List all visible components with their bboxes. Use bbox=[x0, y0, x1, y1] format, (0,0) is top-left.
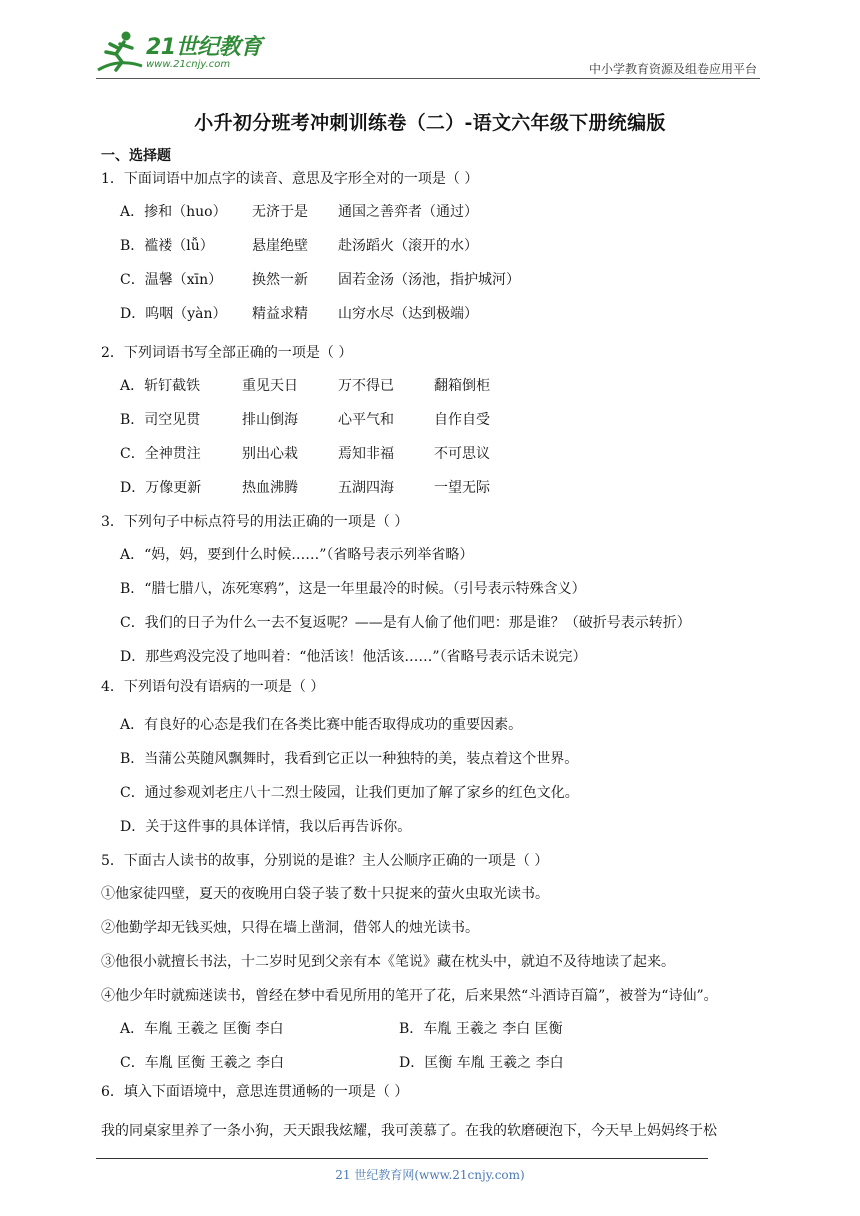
q2-d-3: 五湖四海 bbox=[338, 480, 394, 496]
q5-story-1: ①他家徒四壁，夏天的夜晚用白袋子装了数十只捉来的萤火虫取光读书。 bbox=[101, 886, 549, 902]
logo-url: www.21cnjy.com bbox=[146, 59, 231, 70]
q3-option-b: B．“腊七腊八，冻死寒鸦”，这是一年里最冷的时候。（引号表示特殊含义） bbox=[120, 581, 586, 597]
footer-divider bbox=[96, 1158, 708, 1159]
q1-a-col2: 无济于是 bbox=[252, 204, 308, 220]
q4-option-a: A．有良好的心态是我们在各类比赛中能否取得成功的重要因素。 bbox=[120, 717, 523, 733]
q2-d-2: 热血沸腾 bbox=[242, 480, 298, 496]
q2-c-3: 焉知非福 bbox=[338, 446, 394, 462]
question-5-stem: 5．下面古人读书的故事，分别说的是谁？主人公顺序正确的一项是（ ） bbox=[101, 853, 549, 869]
platform-name: 中小学教育资源及组卷应用平台 bbox=[588, 62, 757, 76]
q2-option-b bbox=[120, 411, 490, 429]
question-6-stem: 6．填入下面语境中，意思连贯通畅的一项是（ ） bbox=[101, 1084, 409, 1100]
q2-a-4: 翻箱倒柜 bbox=[434, 378, 490, 394]
q1-c-col3: 固若金汤（汤池，指护城河） bbox=[338, 272, 520, 288]
q1-option-c bbox=[120, 271, 520, 289]
q2-b-4: 自作自受 bbox=[434, 412, 490, 428]
q2-b-1: B．司空见贯 bbox=[120, 412, 201, 428]
q1-a-col1: A．掺和（huo） bbox=[120, 204, 227, 220]
q2-option-d bbox=[120, 479, 490, 497]
q5-option-c: C．车胤 匡衡 王羲之 李白 bbox=[120, 1055, 285, 1071]
q4-option-d: D．关于这件事的具体详情，我以后再告诉你。 bbox=[120, 819, 412, 835]
q5-story-4: ④他少年时就痴迷读书，曾经在梦中看见所用的笔开了花，后来果然“斗酒诗百篇”，被誉为“诗仙”。 bbox=[101, 988, 718, 1004]
q1-option-a bbox=[120, 203, 478, 221]
q4-option-c: C．通过参观刘老庄八十二烈士陵园，让我们更加了解了家乡的红色文化。 bbox=[120, 785, 579, 801]
q1-b-col2: 悬崖绝壁 bbox=[252, 238, 308, 254]
q2-a-2: 重见天日 bbox=[242, 378, 298, 394]
q4-option-b: B．当蒲公英随风飘舞时，我看到它正以一种独特的美，装点着这个世界。 bbox=[120, 751, 579, 767]
q1-b-col3: 赴汤蹈火（滚开的水） bbox=[338, 238, 478, 254]
q1-option-d bbox=[120, 305, 478, 323]
q6-passage: 我的同桌家里养了一条小狗，天天跟我炫耀，我可羡慕了。在我的软磨硬泡下，今天早上妈妈终于松 bbox=[101, 1123, 717, 1139]
site-logo bbox=[96, 30, 266, 78]
q5-option-d: D．匡衡 车胤 王羲之 李白 bbox=[399, 1055, 564, 1071]
q2-a-1: A．斩钉截铁 bbox=[120, 378, 201, 394]
page-title: 小升初分班考冲刺训练卷（二）-语文六年级下册统编版 bbox=[194, 112, 666, 134]
q2-c-1: C．全神贯注 bbox=[120, 446, 201, 462]
footer-text[interactable]: 21 世纪教育网(www.21cnjy.com) bbox=[335, 1168, 525, 1182]
q1-c-col2: 换然一新 bbox=[252, 272, 308, 288]
running-man-icon bbox=[96, 30, 146, 76]
section-heading: 一、选择题 bbox=[101, 148, 171, 164]
header-divider bbox=[96, 78, 760, 79]
page-header bbox=[0, 0, 860, 82]
q1-d-col1: D．呜咽（yàn） bbox=[120, 306, 227, 322]
question-1-stem: 1．下面词语中加点字的读音、意思及字形全对的一项是（ ） bbox=[101, 171, 479, 187]
q1-option-b bbox=[120, 237, 478, 255]
q2-b-3: 心平气和 bbox=[338, 412, 394, 428]
q2-c-2: 别出心栽 bbox=[242, 446, 298, 462]
question-3-stem: 3．下列句子中标点符号的用法正确的一项是（ ） bbox=[101, 514, 409, 530]
q2-a-3: 万不得已 bbox=[338, 378, 394, 394]
q1-d-col2: 精益求精 bbox=[252, 306, 308, 322]
q3-option-d: D．那些鸡没完没了地叫着：“他活该！他活该……”（省略号表示话未说完） bbox=[120, 649, 587, 665]
q1-c-col1: C．温馨（xīn） bbox=[120, 272, 223, 288]
q2-option-c bbox=[120, 445, 490, 463]
q3-option-a: A．“妈，妈，要到什么时候……”（省略号表示列举省略） bbox=[120, 547, 474, 563]
q2-d-1: D．万像更新 bbox=[120, 480, 202, 496]
question-2-stem: 2．下列词语书写全部正确的一项是（ ） bbox=[101, 345, 353, 361]
question-4-stem: 4．下列语句没有语病的一项是（ ） bbox=[101, 679, 325, 695]
q5-option-b: B．车胤 王羲之 李白 匡衡 bbox=[399, 1021, 563, 1037]
q5-story-2: ②他勤学却无钱买烛，只得在墙上凿洞，借邻人的烛光读书。 bbox=[101, 920, 479, 936]
q1-b-col1: B．褴褛（lǚ） bbox=[120, 238, 214, 254]
q5-option-a: A．车胤 王羲之 匡衡 李白 bbox=[120, 1021, 284, 1037]
q2-option-a bbox=[120, 377, 490, 395]
logo-text: 21世纪教育 bbox=[146, 35, 262, 60]
q2-c-4: 不可思议 bbox=[434, 446, 490, 462]
q5-story-3: ③他很小就擅长书法，十二岁时见到父亲有本《笔说》藏在枕头中，就迫不及待地读了起来。 bbox=[101, 954, 675, 970]
q3-option-c: C．我们的日子为什么一去不复返呢？——是有人偷了他们吧：那是谁？（破折号表示转折） bbox=[120, 615, 691, 631]
q1-a-col3: 通国之善弈者（通过） bbox=[338, 204, 478, 220]
q2-b-2: 排山倒海 bbox=[242, 412, 298, 428]
q2-d-4: 一望无际 bbox=[434, 480, 490, 496]
q1-d-col3: 山穷水尽（达到极端） bbox=[338, 306, 478, 322]
